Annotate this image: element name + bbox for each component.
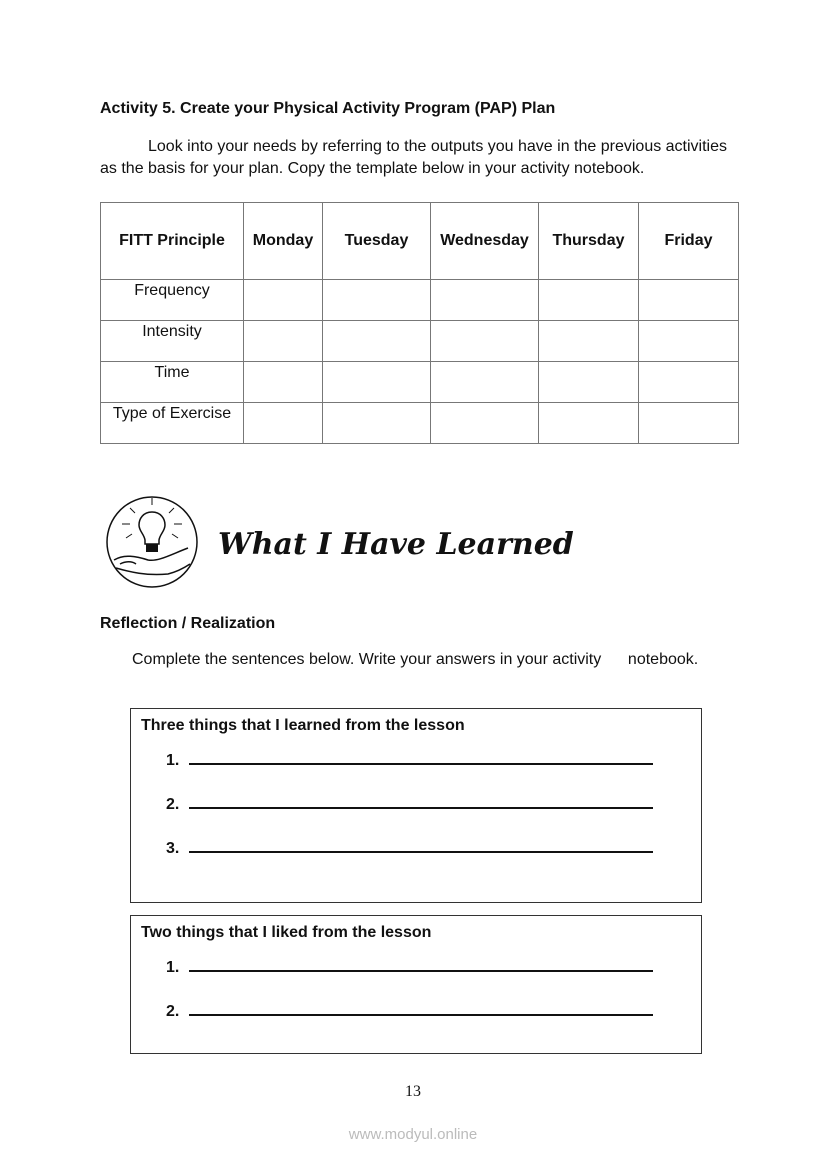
activity-title: Activity 5. Create your Physical Activity Program (PAP) Plan: [100, 100, 556, 117]
watermark: www.modyul.online: [348, 1126, 478, 1143]
answer-line-2[interactable]: 2.: [166, 793, 653, 814]
header-wednesday: Wednesday: [431, 203, 539, 280]
header-fitt: FITT Principle: [101, 203, 244, 280]
liked-box-title: Two things that I liked from the lesson: [141, 924, 432, 941]
header-friday: Friday: [639, 203, 739, 280]
page-number: 13: [405, 1083, 421, 1100]
reflection-heading: Reflection / Realization: [100, 615, 276, 632]
lightbulb-hand-icon: [104, 494, 200, 590]
row-label: Time: [101, 362, 244, 403]
reflection-instructions: Complete the sentences below. Write your answers in your activity notebook.: [132, 651, 699, 668]
fitt-table: [100, 202, 739, 444]
table-row: [101, 280, 739, 321]
table-row: [101, 403, 739, 444]
table-header-row: [101, 203, 739, 280]
row-label: Intensity: [101, 321, 244, 362]
row-label: Frequency: [101, 280, 244, 321]
section-title: What I Have Learned: [218, 527, 574, 562]
answer-line-2[interactable]: 2.: [166, 1000, 653, 1021]
header-monday: Monday: [244, 203, 323, 280]
answer-line-1[interactable]: 1.: [166, 956, 653, 977]
learned-box: [130, 708, 702, 903]
header-tuesday: Tuesday: [323, 203, 431, 280]
row-label: Type of Exercise: [101, 403, 244, 444]
instructions-line-1: Look into your needs by referring to the outputs you have in the previous activities: [148, 138, 728, 155]
answer-line-1[interactable]: 1.: [166, 749, 653, 770]
answer-line-3[interactable]: 3.: [166, 837, 653, 858]
header-thursday: Thursday: [539, 203, 639, 280]
learned-box-title: Three things that I learned from the lesson: [141, 717, 465, 734]
table-row: [101, 362, 739, 403]
instructions-line-2: as the basis for your plan. Copy the template below in your activity notebook.: [100, 160, 645, 177]
table-row: [101, 321, 739, 362]
liked-box: [130, 915, 702, 1054]
